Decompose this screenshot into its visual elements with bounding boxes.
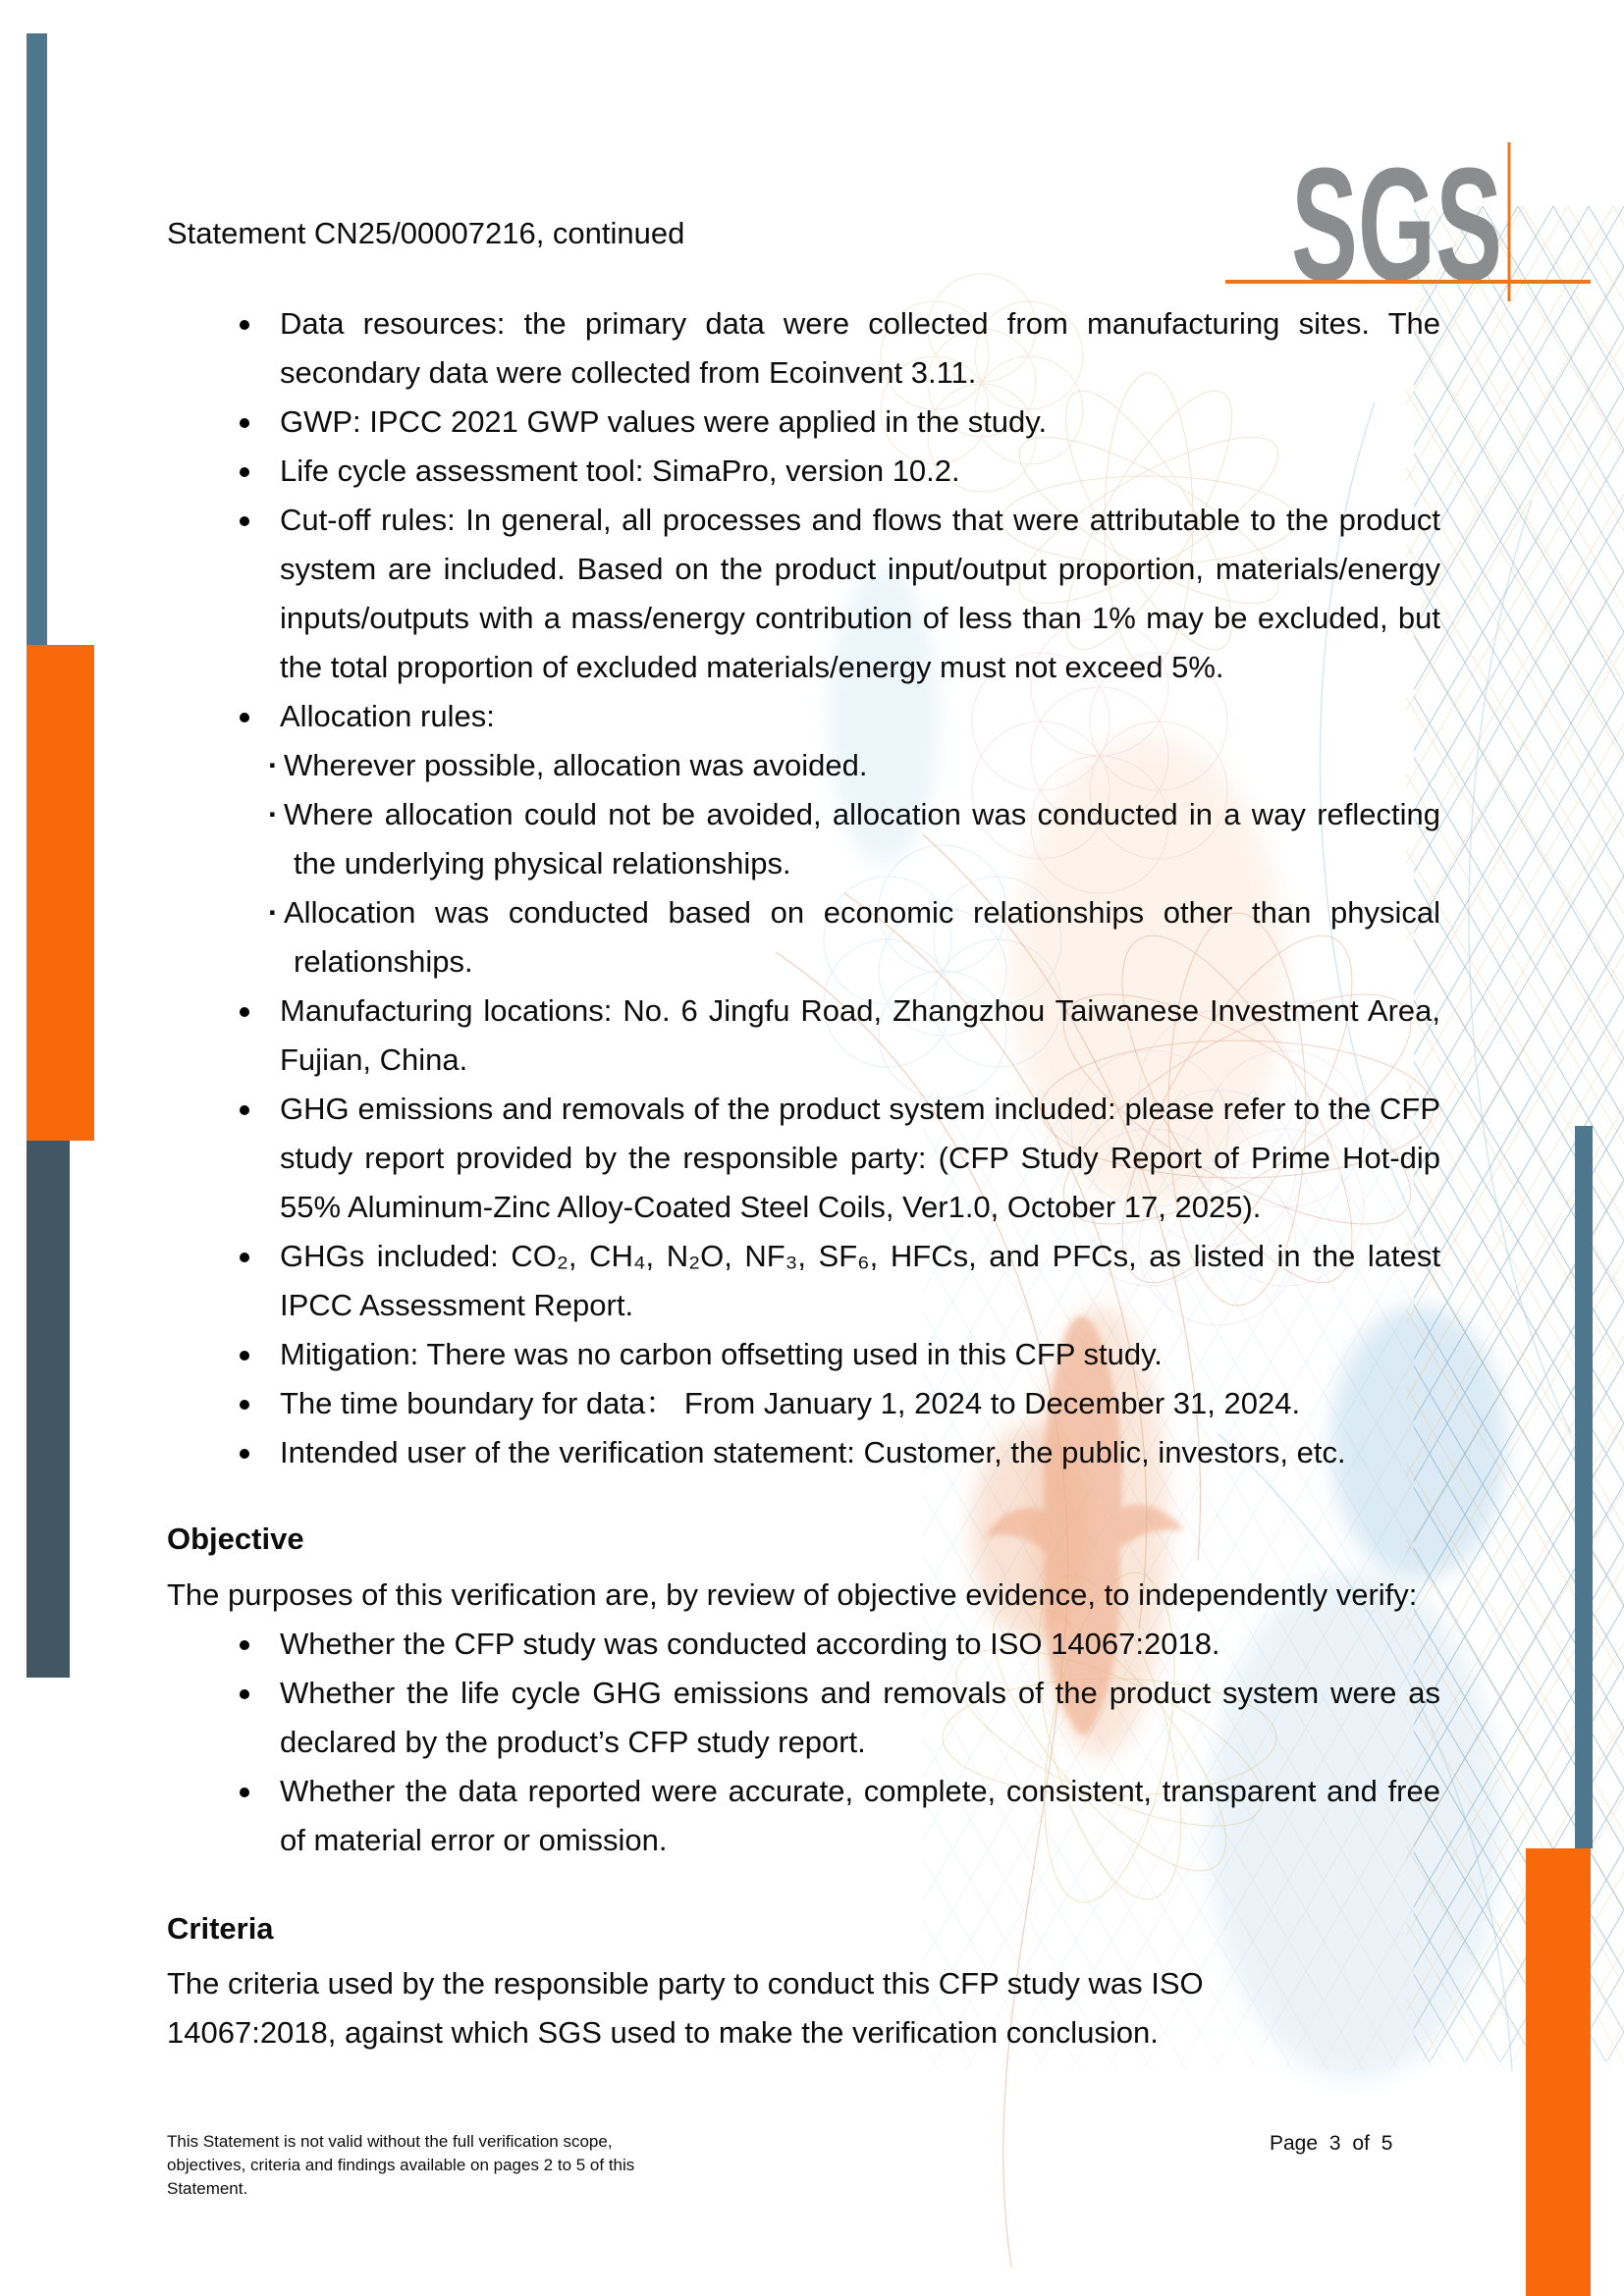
list-item-text: Life cycle assessment tool: SimaPro, version 10.2. <box>280 454 960 488</box>
list-item <box>234 1379 1440 1428</box>
sub-list-item <box>234 741 1440 790</box>
main-bullet-list <box>234 299 1440 1477</box>
footer-note-line-1: This Statement is not valid without the full verification scope, <box>167 2132 613 2151</box>
right-slate-bar <box>1575 1126 1593 1848</box>
list-item-text: Manufacturing locations: No. 6 Jingfu Road, Zhangzhou Taiwanese Investment Area, Fujian, China. <box>280 993 1440 1077</box>
list-item-text: Allocation rules: <box>280 699 495 733</box>
objective-heading: Objective <box>167 1522 304 1556</box>
list-item-text: GHG emissions and removals of the product system included: please refer to the CFP study report provided by the responsible party: (CFP Study Report of Prime Hot-dip 55% Aluminum-Zinc Alloy-Coated Steel Coils, Ver1.0, October 17, 2025). <box>280 1092 1440 1224</box>
page-number: Page 3 of 5 <box>1270 2132 1393 2155</box>
right-orange-bar <box>1526 1848 1591 2296</box>
list-item <box>234 496 1440 692</box>
list-item <box>234 692 1440 987</box>
list-item-text: GWP: IPCC 2021 GWP values were applied in the study. <box>280 404 1048 439</box>
list-item <box>234 299 1440 398</box>
objective-intro: The purposes of this verification are, by review of objective evidence, to independently verify: <box>167 1577 1418 1612</box>
sub-list-item-text: Where allocation could not be avoided, allocation was conducted in a way reflecting the underlying physical relationships. <box>284 797 1440 881</box>
criteria-text: The criteria used by the responsible party to conduct this CFP study was ISO 14067:2018, against which SGS used to make the verification conclusion. <box>167 1966 1204 2050</box>
sub-list-item-text: Wherever possible, allocation was avoided. <box>284 748 868 782</box>
left-dark-bar <box>27 1141 70 1678</box>
footer-note-line-3: Statement. <box>167 2179 248 2198</box>
footer-note-line-2: objectives, criteria and findings available on pages 2 to 5 of this <box>167 2156 635 2174</box>
objective-bullet-list <box>234 1620 1440 1865</box>
list-item <box>234 1669 1440 1767</box>
sub-list-item <box>234 790 1440 888</box>
left-slate-bar <box>27 33 47 645</box>
list-item-text: Whether the CFP study was conducted according to ISO 14067:2018. <box>280 1627 1220 1661</box>
footer-note <box>167 2130 634 2201</box>
sgs-logo-text: SGS <box>1291 137 1502 306</box>
allocation-sub-list <box>234 741 1440 987</box>
sub-list-item-text: Allocation was conducted based on economic relationships other than physical relationships. <box>284 895 1440 979</box>
list-item-text: Mitigation: There was no carbon offsetting used in this CFP study. <box>280 1337 1163 1371</box>
criteria-heading: Criteria <box>167 1911 274 1946</box>
list-item-text: Cut-off rules: In general, all processes and flows that were attributable to the product system are included. Based on the product input/output proportion, materials/energy inputs/outputs with a mass/energy contribution of less than 1% may be excluded, but the total proportion of excluded materials/energy must not exceed 5%. <box>280 503 1440 684</box>
list-item <box>234 1330 1440 1379</box>
list-item-text: Intended user of the verification statement: Customer, the public, investors, etc. <box>280 1435 1346 1469</box>
list-item-text: Whether the life cycle GHG emissions and removals of the product system were as declared by the product’s CFP study report. <box>280 1676 1440 1759</box>
sgs-logo <box>1218 137 1624 306</box>
list-item <box>234 1232 1440 1330</box>
left-orange-bar <box>27 645 94 1141</box>
list-item-text: Data resources: the primary data were collected from manufacturing sites. The secondary data were collected from Ecoinvent 3.11. <box>280 306 1440 390</box>
list-item <box>234 1620 1440 1669</box>
list-item <box>234 1767 1440 1865</box>
list-item-text: Whether the data reported were accurate, complete, consistent, transparent and free of material error or omission. <box>280 1774 1440 1857</box>
list-item-text: The time boundary for data： From January 1, 2024 to December 31, 2024. <box>280 1386 1301 1420</box>
list-item <box>234 987 1440 1085</box>
list-item-text: GHGs included: CO₂, CH₄, N₂O, NF₃, SF₆, HFCs, and PFCs, as listed in the latest IPCC Assessment Report. <box>280 1239 1440 1322</box>
list-item <box>234 398 1440 447</box>
list-item <box>234 447 1440 496</box>
statement-header: Statement CN25/00007216, continued <box>167 216 685 250</box>
sub-list-item <box>234 888 1440 987</box>
list-item <box>234 1085 1440 1232</box>
list-item <box>234 1428 1440 1477</box>
